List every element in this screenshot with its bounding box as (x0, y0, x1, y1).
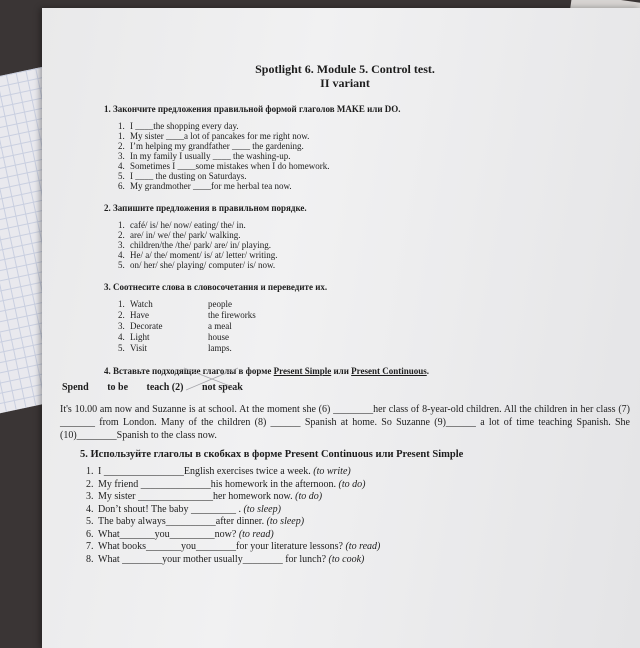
item-text: on/ her/ she/ playing/ computer/ is/ now. (130, 260, 276, 270)
item-number: 6. (86, 528, 94, 540)
item-number: 1. (86, 466, 94, 477)
item-text: I ____ the dusting on Saturdays. (130, 171, 247, 181)
match-left: Light (130, 332, 150, 342)
item-text: are/ in/ we/ the/ park/ walking. (130, 230, 241, 240)
item-text: Sometimes I ____some mistakes when I do homework. (130, 161, 330, 171)
match-left: Watch (130, 299, 153, 309)
item-number: 1. (118, 220, 125, 230)
item-text: My friend ______________his homework in the afternoon. (98, 478, 337, 490)
pencil-scribble (180, 364, 250, 394)
match-right: the fireworks (208, 310, 256, 320)
section-2-list (118, 220, 630, 270)
item-number: 3. (118, 151, 125, 161)
item-number: 7. (86, 541, 94, 552)
item-number: 2. (118, 141, 125, 151)
verb-hint: (to do) (338, 478, 366, 490)
section-4 (60, 366, 630, 442)
verb-hint: (to read) (345, 541, 381, 552)
item-number: 5. (118, 171, 125, 181)
list-item (118, 131, 630, 141)
section-1-heading: 1. Закончите предложения правильной формой глаголов MAKE или DO. (104, 104, 401, 114)
item-number: 1. (118, 131, 125, 141)
section-1 (60, 104, 630, 191)
list-item (118, 141, 630, 151)
item-number: 8. (86, 553, 94, 565)
item-text: What_______you_________now? (98, 528, 237, 540)
verb-word: teach (2) (146, 382, 184, 393)
heading-text: или (331, 366, 352, 376)
match-left: Have (130, 310, 149, 320)
match-row (118, 343, 630, 354)
section-5-list (86, 467, 630, 567)
list-item (118, 230, 630, 240)
gap-fill-paragraph: It's 10.00 am now and Suzanne is at school. At the moment she (6) ________her class of 8-year-old children. All the children in her class (7) _______ from London. Many of the children (8) ______ Spanish at home. So Suzanne (9)______ a lot of time teaching Spanish. She (10)________Spanish to the class now. (60, 404, 630, 441)
item-text: My grandmother ____for me herbal tea now. (130, 181, 292, 191)
item-number: 2. (86, 478, 94, 490)
list-item (118, 121, 630, 131)
item-text: Don’t shout! The baby _________ . (98, 503, 241, 515)
verb-hint: (to read) (238, 528, 274, 540)
item-number: 2. (118, 310, 125, 320)
item-number: 1. (118, 121, 125, 131)
heading-text: . (426, 366, 429, 376)
section-3-heading: 3. Соотнесите слова в словосочетания и переведите их. (104, 282, 328, 292)
item-number: 3. (86, 491, 94, 502)
item-number: 5. (118, 260, 125, 270)
item-text: café/ is/ he/ now/ eating/ the/ in. (130, 220, 246, 230)
item-number: 4. (118, 332, 125, 342)
test-sheet (42, 8, 640, 648)
section-5-heading: 5. Используйте глаголы в скобках в форме Present Continuous или Present Simple (80, 449, 464, 460)
match-row (118, 321, 630, 332)
item-text: I’m helping my grandfather ____ the gardening. (130, 141, 304, 151)
section-1-list (118, 121, 630, 191)
item-text: He/ a/ the/ moment/ is/ at/ letter/ writing. (130, 250, 278, 260)
item-number: 4. (118, 161, 125, 171)
list-item (118, 240, 630, 250)
sheet-content (60, 62, 630, 579)
item-number: 6. (118, 181, 125, 191)
match-right: a meal (208, 321, 232, 331)
item-number: 5. (118, 343, 125, 353)
item-number: 3. (118, 321, 125, 331)
item-number: 3. (118, 240, 125, 250)
verb-hint: (to write) (313, 466, 351, 477)
verb-hint: (to sleep) (243, 503, 281, 515)
list-item (86, 555, 630, 568)
item-number: 2. (118, 230, 125, 240)
variant-label: II variant (320, 76, 370, 90)
list-item (118, 260, 630, 270)
list-item (118, 171, 630, 181)
tense-present-simple: Present Simple (273, 366, 332, 376)
tense-present-continuous: Present Continuous (351, 366, 427, 376)
match-right: people (208, 299, 232, 309)
match-right: house (208, 332, 229, 342)
section-5 (60, 450, 630, 567)
verb-bank (62, 383, 630, 393)
match-row (118, 299, 630, 310)
item-text: In my family I usually ____ the washing-up. (130, 151, 291, 161)
item-number: 5. (86, 516, 94, 527)
verb-hint: (to cook) (328, 553, 365, 565)
match-right: lamps. (208, 343, 232, 353)
verb-hint: (to do) (295, 491, 323, 502)
item-text: children/the /the/ park/ are/ in/ playing. (130, 240, 271, 250)
item-text: My sister _______________her homework now. (98, 491, 293, 502)
section-3 (60, 282, 630, 354)
item-text: I ________________English exercises twice a week. (98, 466, 311, 477)
list-item (118, 161, 630, 171)
list-item (118, 220, 630, 230)
verb-word: Spend (62, 382, 89, 393)
match-row (118, 310, 630, 321)
item-text: My sister ____a lot of pancakes for me right now. (130, 131, 310, 141)
section-2 (60, 203, 630, 270)
match-left: Visit (130, 343, 147, 353)
match-row (118, 332, 630, 343)
item-number: 1. (118, 299, 125, 309)
item-number: 4. (86, 503, 94, 515)
item-text: I ____the shopping every day. (130, 121, 239, 131)
heading-text: 4. Вставьте подходящие глаголы в форме (104, 366, 274, 376)
item-number: 4. (118, 250, 125, 260)
item-text: What books_______you________for your literature lessons? (98, 541, 343, 552)
item-text: The baby always__________after dinner. (98, 516, 265, 527)
match-left: Decorate (130, 321, 163, 331)
matching-table (118, 299, 630, 354)
verb-hint: (to sleep) (266, 516, 305, 527)
list-item (118, 181, 630, 191)
page-title: Spotlight 6. Module 5. Control test. (255, 62, 435, 76)
verb-word: not speak (201, 382, 243, 393)
section-2-heading: 2. Запишите предложения в правильном порядке. (104, 203, 307, 213)
list-item (118, 151, 630, 161)
list-item (118, 250, 630, 260)
item-text: What ________your mother usually________ for lunch? (98, 553, 327, 565)
verb-word: to be (107, 382, 129, 393)
